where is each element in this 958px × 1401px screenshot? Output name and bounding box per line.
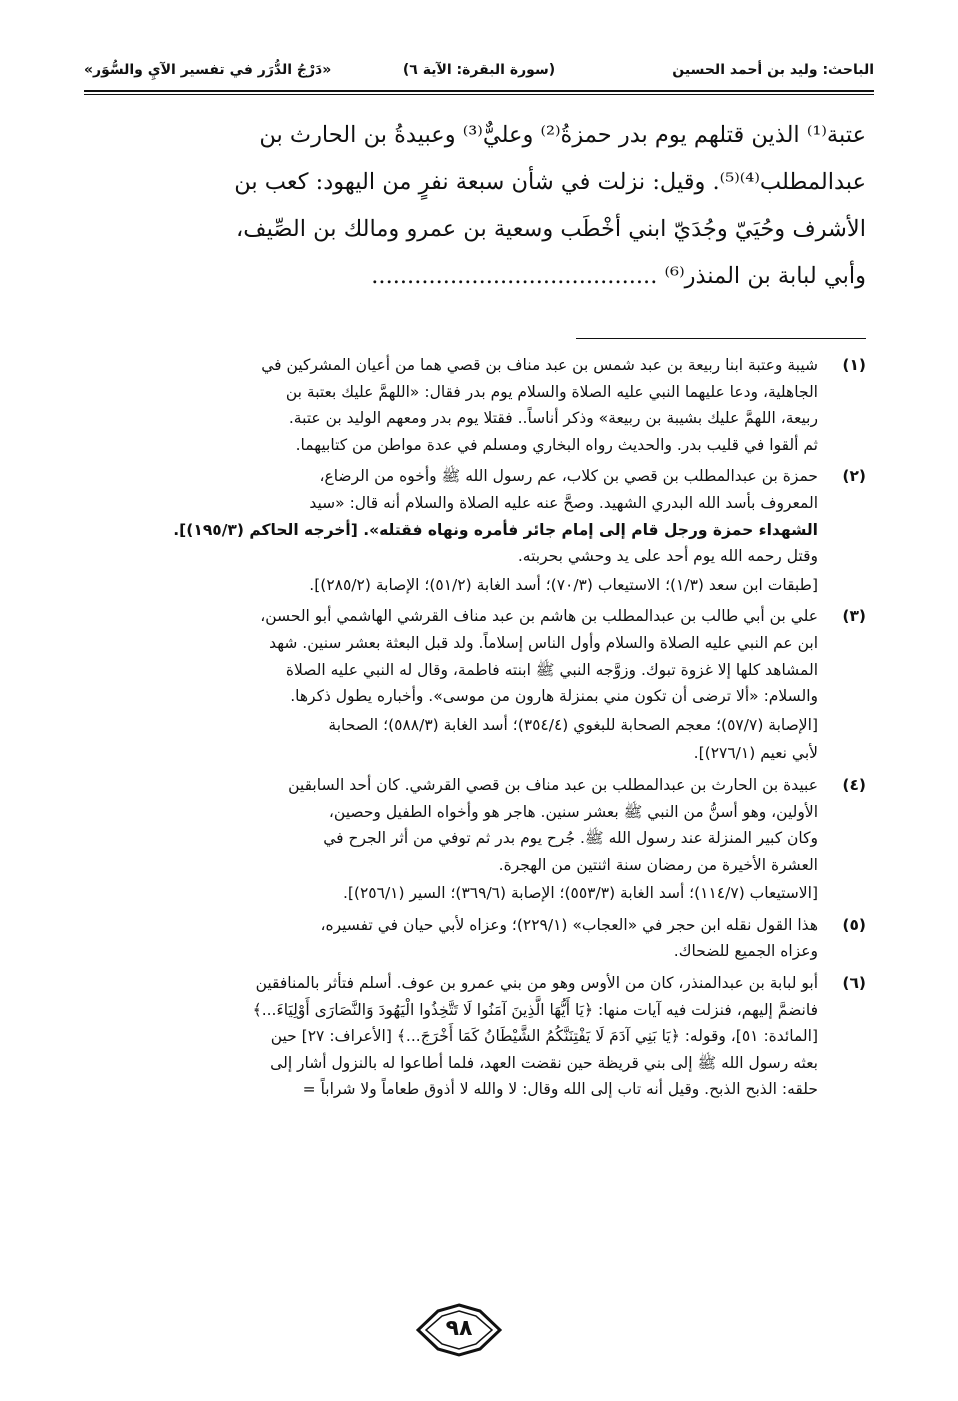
footnote-line: ربيعة، اللهمَّ عليك بشيبة بن ربيعة» وذكر أناساً.. فقتلا يوم بدر ومعهم الوليد بن عتبة.: [288, 409, 818, 428]
footnote-line: [المائدة: ٥١]، وقوله: ﴿يَا بَنِي آدَمَ لَا يَفْتِنَنَّكُمُ الشَّيْطَانُ كَمَا أَخْرَجَ...﴾ [الأعراف: ٢٧] حين: [270, 1027, 818, 1046]
footnote-1: [92, 352, 866, 458]
footnote-number: (٦): [842, 974, 866, 993]
footnote-2: [92, 463, 866, 598]
main-line: عتبة⁽¹⁾ الذين قتلهم يوم بدر حمزةُ⁽²⁾ وعليٌّ⁽³⁾ وعبيدةُ بن الحارث بن: [259, 122, 866, 148]
main-text: [94, 112, 866, 300]
footnote-references: [طبقات ابن سعد (١/٣)؛ الاستيعاب (٧٠/٣)؛ أسد الغابة (٥١/٢)؛ الإصابة (٢٨٥/٢)].: [309, 575, 818, 594]
header-rule: [84, 90, 874, 95]
footnote-line: ثم ألقوا في قليب بدر. والحديث رواه البخاري ومسلم في عدة مواطن من كتابيهما.: [295, 435, 818, 454]
footnote-references: [الاستيعاب (١١٤/٧)؛ أسد الغابة (٥٥٣/٣)؛ الإصابة (٣٦٩/٦)؛ السير (٢٥٦/١)].: [342, 884, 818, 903]
header-author: الباحث: وليد بن أحمد الحسين: [672, 62, 874, 78]
footnote-line: ابن عم النبي عليه الصلاة والسلام وأول الناس إسلاماً. ولد قبل البعثة بعشر سنين. شهد: [269, 633, 818, 652]
main-line: عبدالمطلب⁽⁴⁾⁽⁵⁾. وقيل: نزلت في شأن سبعة نفرٍ من اليهود: كعب بن: [234, 169, 866, 195]
footnote-line: المشاهد كلها إلا غزوة تبوك. وزوَّجه النبي ﷺ ابنته فاطمة، وقال له النبي عليه الصلاة: [285, 660, 818, 679]
footnote-line: بعثه رسول الله ﷺ إلى بني قريظة حين نقضت العهد، فلما أطاعوا له بالنزول أشار إلى: [270, 1053, 818, 1072]
footnote-line: علي بن أبي طالب بن عبدالمطلب بن هاشم بن عبد مناف القرشي الهاشمي أبو الحسن،: [260, 607, 818, 626]
footnote-references: لأبي نعيم (٢٧٦/١)].: [693, 744, 818, 763]
footnote-references: [الإصابة (٥٧/٧)؛ معجم الصحابة للبغوي (٣٥٤/٤)؛ أسد الغابة (٥٨٨/٣)؛ الصحابة: [328, 715, 818, 734]
page-header: [84, 58, 874, 94]
footnote-number: (٤): [842, 775, 866, 794]
footnote-number: (٣): [842, 607, 866, 626]
page-number: ٩٨: [445, 1316, 473, 1341]
header-surah: (سورة البقرة: الآية ٦): [402, 62, 556, 78]
main-line: الأشرف وحُيَيّ وجُدَيّ ابني أخْطَب وسعية بن عمرو ومالك بن الصِّيف،: [236, 216, 866, 242]
footnote-line: وكان كبير المنزلة عند رسول الله ﷺ. جُرح يوم بدر ثم توفي من أثر الجرح في: [323, 829, 818, 848]
footnote-line: حمزة بن عبدالمطلب بن قصي بن كلاب، عم رسول الله ﷺ وأخوه من الرضاع،: [319, 467, 818, 486]
footnote-4: [92, 772, 866, 907]
footnotes: [92, 352, 866, 1108]
footnote-line: العشرة الأخيرة من رمضان سنة اثنتين من الهجرة.: [498, 855, 818, 874]
header-book-title: «دَرْجُ الدُّرَر في تفسير الآيِ والسُّوَر»: [84, 62, 332, 78]
footnote-line: الأولين، وهو أسنُّ من النبي ﷺ بعشر سنين. هاجر هو وأخواه الطفيل وحصين،: [328, 802, 818, 821]
footnote-line: حلقه: الذبح الذبح. وقيل أنه تاب إلى الله وقال: لا والله لا أذوق طعاماً ولا شراباً =: [302, 1080, 818, 1099]
footnote-line: الجاهلية، ودعا عليهما النبي عليه الصلاة والسلام يوم بدر فقال: «اللهمَّ عليك بعتبة بن: [285, 382, 818, 401]
footnote-line: المعروف بأسد الله البدري الشهيد. وصحَّ عنه عليه الصلاة والسلام أنه قال: «سيد: [309, 493, 818, 512]
main-line: وأبي لبابة بن المنذر⁽⁶⁾ ........................................: [371, 263, 866, 289]
footnote-line: شيبة وعتبة ابنا ربيعة بن عبد شمس بن عبد مناف بن قصي هما من أعيان المشركين في: [261, 356, 818, 374]
footnote-line: عبيدة بن الحارث بن عبدالمطلب بن عبد مناف بن قصي القرشي. كان أحد السابقين: [288, 775, 818, 794]
footnote-number: (٥): [842, 915, 866, 934]
footnote-5: [92, 912, 866, 965]
footnote-number: (٢): [842, 467, 866, 486]
footnote-line: أبو لبابة بن عبدالمنذر، كان من الأوس وهو من بني عمرو بن عوف. أسلم فتأثر بالمنافقين: [255, 974, 818, 993]
footnote-line: الشهداء حمزة ورجل قام إلى إمام جائر فأمره ونهاه فقتله». [أخرجه الحاكم (١٩٥/٣)].: [173, 520, 818, 539]
footnote-separator: [576, 338, 866, 339]
footnote-line: وقتل رحمه الله يوم أحد على يد وحشي بحربته.: [517, 547, 818, 566]
footnote-line: هذا القول نقله ابن حجر في «العجاب» (٢٢٩/١)؛ وعزاه لأبي حيان في تفسيره،: [320, 915, 818, 934]
page-number-ornament: [416, 1303, 502, 1357]
footnote-line: فانضمَّ إليهم، فنزلت فيه آيات منها: ﴿يَا أَيُّهَا الَّذِينَ آمَنُوا لَا تَتَّخِذُوا الْيَهُودَ وَالنَّصَارَى أَوْلِيَاءَ...﴾: [252, 1000, 818, 1019]
footnote-line: والسلام: «ألا ترضى أن تكون مني بمنزلة هارون من موسى». وأخباره يطول ذكرها.: [290, 687, 818, 706]
footnote-line: وعزاه الجميع للضحاك.: [673, 942, 818, 961]
footnote-number: (١): [842, 356, 866, 374]
footnote-3: [92, 603, 866, 767]
footnote-6: [92, 970, 866, 1103]
